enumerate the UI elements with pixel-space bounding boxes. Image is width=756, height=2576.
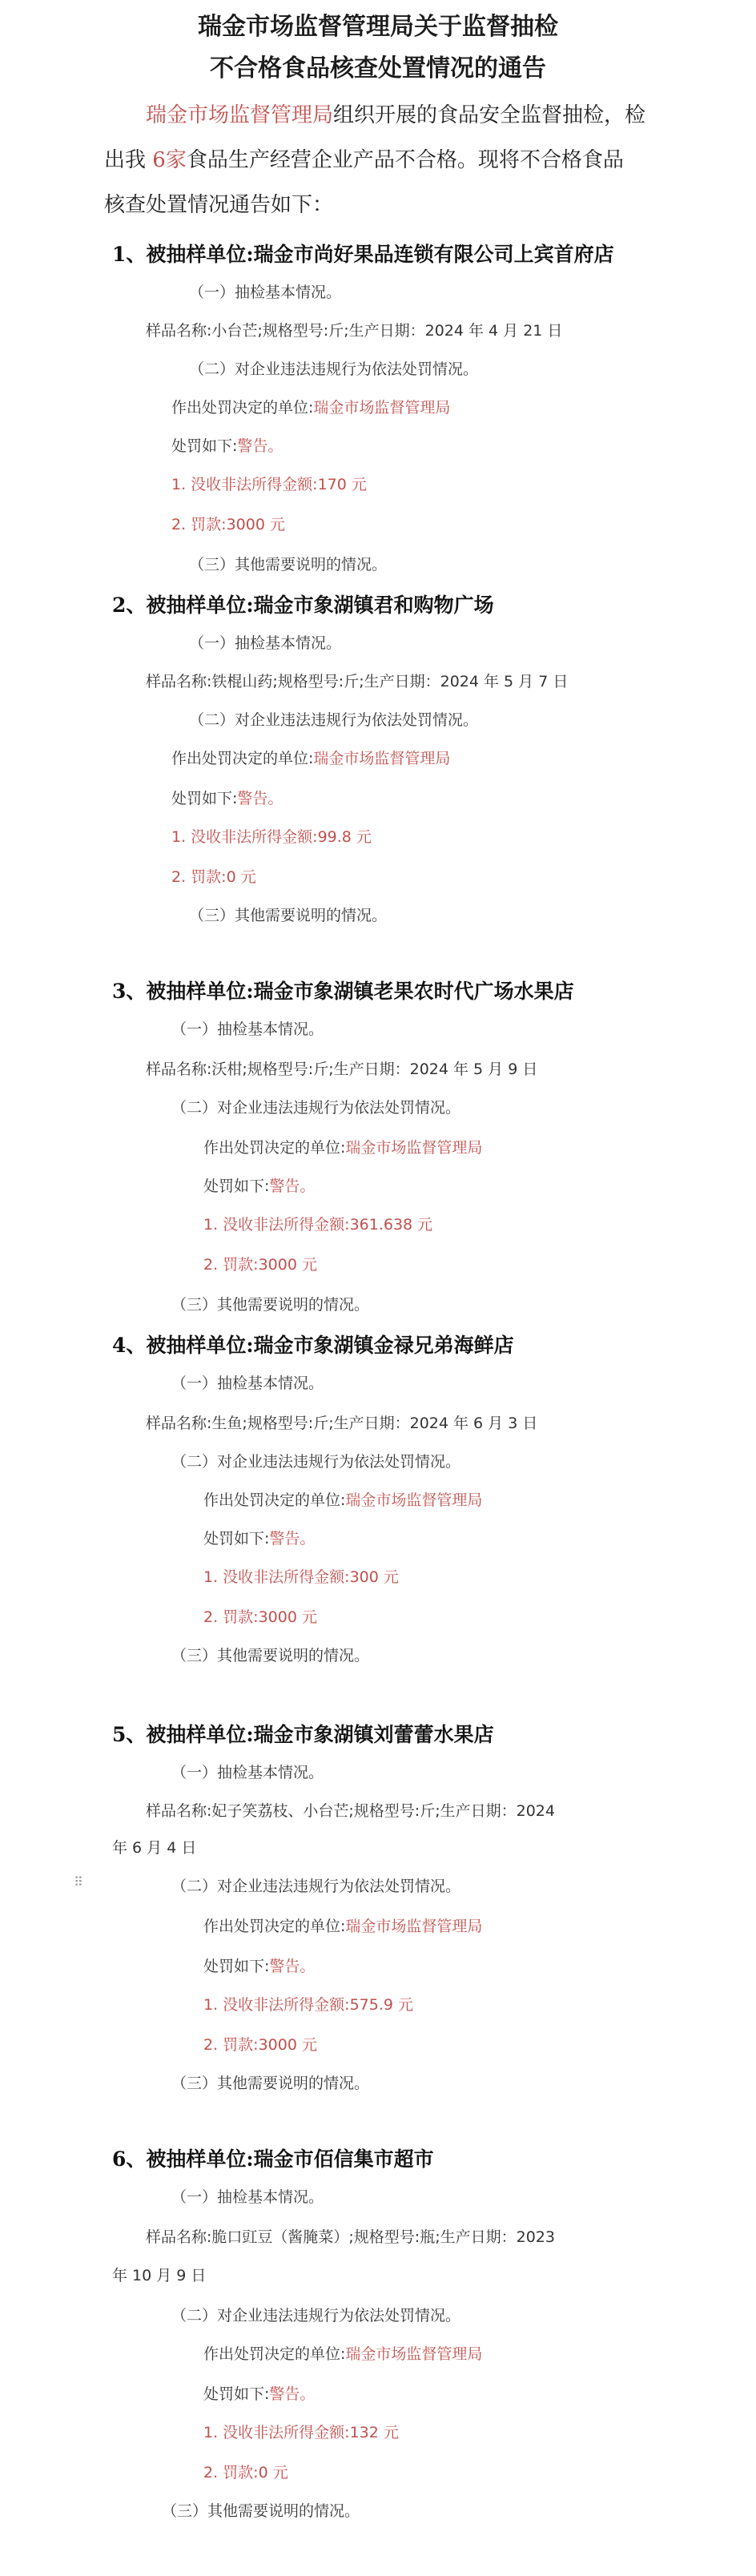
section-1-other: （三）其他需要说明的情况。	[189, 556, 388, 574]
section-1-unit-label: 作出处罚决定的单位:	[171, 399, 314, 417]
section-3-heading: 3、被抽样单位:瑞金市象湖镇老果农时代广场水果店	[112, 980, 574, 1003]
intro-text-2b: 食品生产经营企业产品不合格。现将不合格食品	[186, 148, 624, 172]
section-5-sample-line-1: 样品名称:妃子笑荔枝、小台芒;规格型号:斤;生产日期：2024	[146, 1802, 555, 1820]
section-1-confiscate: 1. 没收非法所得金额:170 元	[171, 476, 367, 493]
section-5-heading: 5、被抽样单位:瑞金市象湖镇刘蕾蕾水果店	[112, 1723, 494, 1746]
section-6-heading: 6、被抽样单位:瑞金市佰信集市超市	[112, 2147, 434, 2171]
section-6-confiscate: 1. 没收非法所得金额:132 元	[203, 2424, 399, 2441]
intro-line-3: 核查处置情况通告如下：	[104, 193, 334, 217]
section-5-unit	[203, 1914, 482, 1936]
section-2-violation: （二）对企业违法违规行为依法处罚情况。	[189, 711, 479, 729]
intro-line-1	[104, 93, 657, 138]
section-1-heading: 1、被抽样单位:瑞金市尚好果品连锁有限公司上宾首府店	[112, 243, 614, 266]
section-5-other: （三）其他需要说明的情况。	[171, 2075, 370, 2092]
section-2-heading: 2、被抽样单位:瑞金市象湖镇君和购物广场	[112, 594, 494, 617]
section-3-unit-name: 瑞金市场监督管理局	[345, 1139, 483, 1157]
section-4-heading: 4、被抽样单位:瑞金市象湖镇金禄兄弟海鲜店	[112, 1334, 514, 1357]
section-3-fine: 2. 罚款:3000 元	[203, 1256, 317, 1274]
section-3-confiscate: 1. 没收非法所得金额:361.638 元	[203, 1216, 433, 1234]
section-4-other: （三）其他需要说明的情况。	[171, 1647, 370, 1664]
section-6-penalty-label: 处罚如下:	[203, 2385, 270, 2403]
notice-title-line-1: 瑞金市场监督管理局关于监督抽检	[198, 13, 558, 41]
section-6-unit-name: 瑞金市场监督管理局	[345, 2345, 483, 2363]
section-4-basic: （一）抽检基本情况。	[171, 1375, 324, 1392]
intro-paragraph	[104, 93, 657, 227]
section-4-penalty	[203, 1527, 315, 1548]
section-1-warning: 警告。	[237, 437, 284, 455]
intro-agency: 瑞金市场监督管理局	[146, 103, 334, 127]
section-4-unit-name: 瑞金市场监督管理局	[345, 1491, 483, 1509]
section-4-fine: 2. 罚款:3000 元	[203, 1608, 317, 1626]
section-2-penalty-label: 处罚如下:	[171, 790, 238, 807]
section-2-unit	[171, 747, 450, 768]
section-5-violation: （二）对企业违法违规行为依法处罚情况。	[171, 1878, 461, 1895]
section-1-penalty-label: 处罚如下:	[171, 437, 238, 455]
section-3-basic: （一）抽检基本情况。	[171, 1020, 324, 1038]
section-6-sample-line-2: 年 10 月 9 日	[112, 2267, 207, 2284]
section-2-warning: 警告。	[237, 790, 284, 807]
section-3-violation: （二）对企业违法违规行为依法处罚情况。	[171, 1099, 461, 1117]
section-5-basic: （一）抽检基本情况。	[171, 1764, 324, 1781]
section-5-sample-line-2: 年 6 月 4 日	[112, 1839, 197, 1857]
section-1-unit-name: 瑞金市场监督管理局	[313, 399, 451, 417]
section-5-penalty-label: 处罚如下:	[203, 1958, 270, 1975]
section-4-sample: 样品名称:生鱼;规格型号:斤;生产日期：2024 年 6 月 3 日	[146, 1415, 538, 1432]
intro-line-2	[104, 138, 657, 183]
section-3-warning: 警告。	[269, 1177, 316, 1195]
section-2-penalty	[171, 787, 283, 808]
section-4-penalty-label: 处罚如下:	[203, 1530, 270, 1548]
section-3-unit-label: 作出处罚决定的单位:	[203, 1139, 346, 1157]
section-2-unit-name: 瑞金市场监督管理局	[313, 750, 451, 767]
section-5-penalty	[203, 1954, 315, 1976]
section-2-unit-label: 作出处罚决定的单位:	[171, 750, 314, 767]
section-5-confiscate: 1. 没收非法所得金额:575.9 元	[203, 1996, 414, 2014]
section-2-fine: 2. 罚款:0 元	[171, 868, 256, 886]
section-6-violation: （二）对企业违法违规行为依法处罚情况。	[171, 2307, 461, 2324]
section-5-unit-name: 瑞金市场监督管理局	[345, 1918, 483, 1935]
section-4-warning: 警告。	[269, 1530, 316, 1548]
section-4-violation: （二）对企业违法违规行为依法处罚情况。	[171, 1453, 461, 1471]
section-2-confiscate: 1. 没收非法所得金额:99.8 元	[171, 828, 372, 846]
intro-count: 6家	[152, 148, 187, 172]
section-6-sample-line-1: 样品名称:脆口豇豆（酱腌菜）;规格型号:瓶;生产日期：2023	[146, 2228, 555, 2246]
notice-title-line-2: 不合格食品核查处置情况的通告	[210, 54, 546, 83]
section-3-sample: 样品名称:沃柑;规格型号:斤;生产日期：2024 年 5 月 9 日	[146, 1061, 538, 1078]
intro-text-2a: 出我	[104, 148, 147, 172]
section-4-confiscate: 1. 没收非法所得金额:300 元	[203, 1568, 399, 1586]
section-6-penalty	[203, 2382, 315, 2404]
section-6-unit-label: 作出处罚决定的单位:	[203, 2345, 346, 2363]
section-1-unit	[171, 396, 450, 417]
section-1-basic: （一）抽检基本情况。	[189, 284, 342, 301]
section-6-fine: 2. 罚款:0 元	[203, 2464, 288, 2481]
section-5-unit-label: 作出处罚决定的单位:	[203, 1918, 346, 1935]
section-3-penalty-label: 处罚如下:	[203, 1177, 270, 1195]
section-1-violation: （二）对企业违法违规行为依法处罚情况。	[189, 360, 479, 378]
section-6-warning: 警告。	[269, 2385, 316, 2403]
section-1-fine: 2. 罚款:3000 元	[171, 516, 285, 533]
section-6-basic: （一）抽检基本情况。	[171, 2188, 324, 2206]
section-5-warning: 警告。	[269, 1958, 316, 1975]
section-2-basic: （一）抽检基本情况。	[189, 634, 342, 652]
section-3-unit	[203, 1136, 482, 1157]
section-2-other: （三）其他需要说明的情况。	[189, 907, 388, 924]
section-5-fine: 2. 罚款:3000 元	[203, 2036, 317, 2054]
drag-handle-icon[interactable]: ⠿	[74, 1874, 83, 1890]
section-4-unit	[203, 1488, 482, 1510]
section-1-penalty	[171, 434, 283, 456]
section-6-other: （三）其他需要说明的情况。	[162, 2502, 360, 2520]
section-6-unit	[203, 2342, 482, 2364]
section-1-sample: 样品名称:小台芒;规格型号:斤;生产日期：2024 年 4 月 21 日	[146, 322, 563, 340]
section-4-unit-label: 作出处罚决定的单位:	[203, 1491, 346, 1509]
intro-text-1: 组织开展的食品安全监督抽检，检	[333, 103, 646, 127]
section-2-sample: 样品名称:铁棍山药;规格型号:斤;生产日期：2024 年 5 月 7 日	[146, 673, 569, 690]
section-3-other: （三）其他需要说明的情况。	[171, 1296, 370, 1314]
section-3-penalty	[203, 1174, 315, 1196]
